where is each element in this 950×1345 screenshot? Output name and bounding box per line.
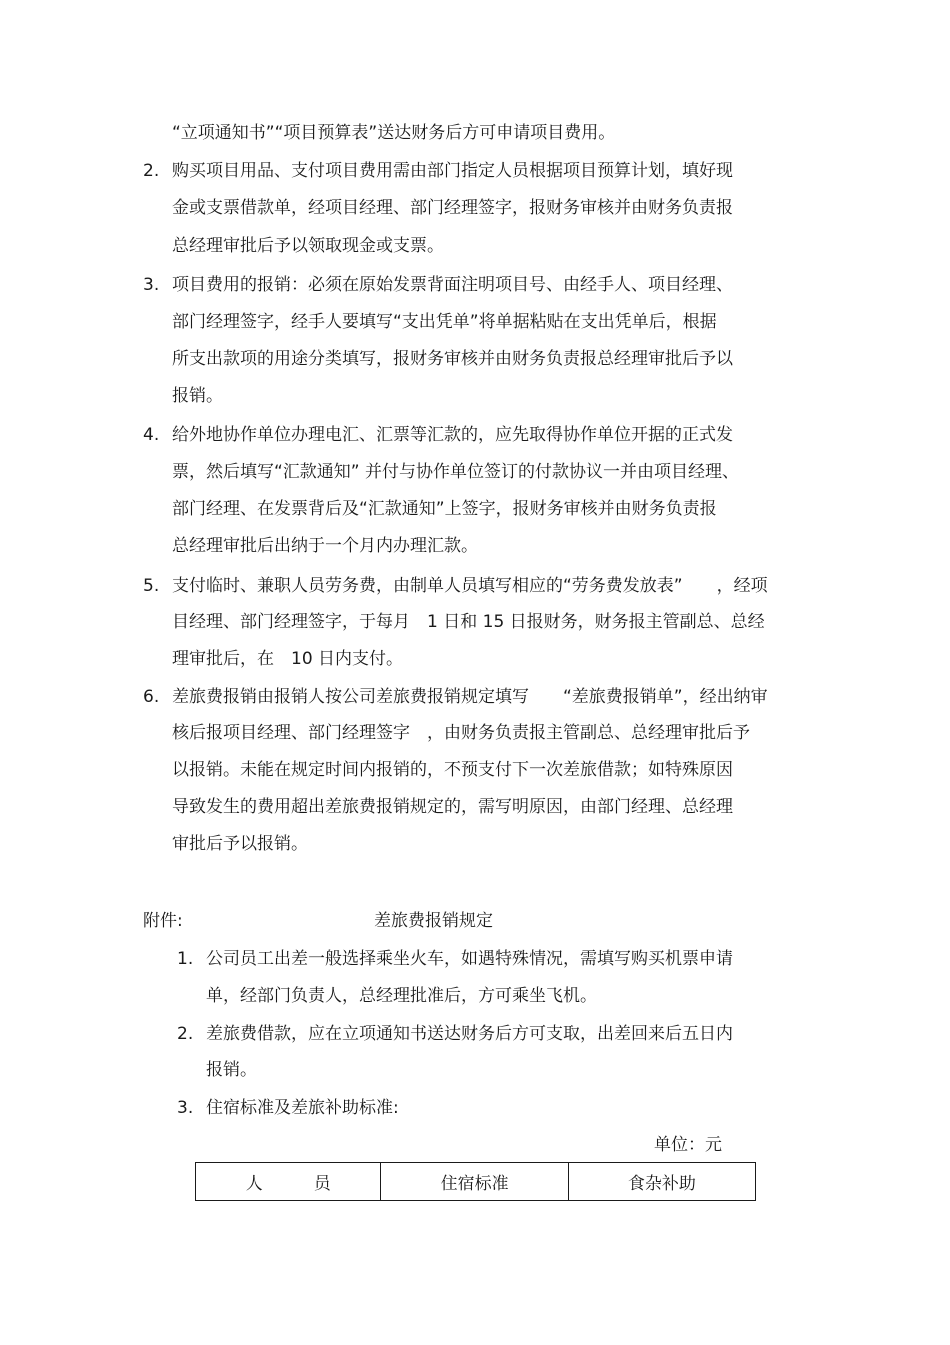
table-header-cell: 住宿标准 (381, 1163, 568, 1201)
paragraph-line: 住宿标准及差旅补助标准: (206, 1098, 399, 1118)
paragraph-line: 目经理、部门经理签字，于每月 1 日和 15 日报财务，财务报主管副总、总经 (172, 612, 765, 632)
paragraph-line: “立项通知书”“项目预算表”送达财务后方可申请项目费用。 (172, 123, 616, 143)
paragraph-line: 部门经理、在发票背后及“汇款通知”上签字，报财务审核并由财务负责报 (172, 499, 717, 519)
paragraph-line: 购买项目用品、支付项目费用需由部门指定人员根据项目预算计划，填好现 (172, 161, 733, 181)
paragraph-line: 支付临时、兼职人员劳务费，由制单人员填写相应的“劳务费发放表” ，经项 (172, 576, 768, 596)
paragraph-line: 审批后予以报销。 (172, 834, 308, 854)
paragraph-line: 总经理审批后予以领取现金或支票。 (172, 236, 444, 256)
item-number: 3. (177, 1098, 194, 1118)
standards-table (195, 1162, 756, 1201)
paragraph-line: 导致发生的费用超出差旅费报销规定的，需写明原因，由部门经理、总经理 (172, 797, 733, 817)
item-number: 1. (177, 949, 194, 969)
paragraph-line: 公司员工出差一般选择乘坐火车，如遇特殊情况，需填写购买机票申请 (206, 949, 733, 969)
item-number: 2. (177, 1024, 194, 1044)
table-header-row (196, 1163, 756, 1201)
paragraph-line: 票，然后填写“汇款通知” 并付与协作单位签订的付款协议一并由项目经理、 (172, 462, 740, 482)
paragraph-line: 部门经理签字，经手人要填写“支出凭单”将单据粘贴在支出凭单后，根据 (172, 312, 717, 332)
paragraph-line: 单，经部门负责人，总经理批准后，方可乘坐飞机。 (206, 986, 597, 1006)
paragraph-line: 以报销。未能在规定时间内报销的，不预支付下一次差旅借款；如特殊原因 (172, 760, 733, 780)
paragraph-line: 理审批后，在 10 日内支付。 (172, 649, 404, 669)
paragraph-line: 给外地协作单位办理电汇、汇票等汇款的，应先取得协作单位开据的正式发 (172, 425, 733, 445)
unit-label: 单位：元 (654, 1135, 722, 1155)
attachment-title: 差旅费报销规定 (374, 911, 493, 931)
paragraph-line: 报销。 (206, 1060, 257, 1080)
paragraph-line: 所支出款项的用途分类填写，报财务审核并由财务负责报总经理审批后予以 (172, 349, 733, 369)
item-number: 4. (143, 425, 160, 445)
paragraph-line: 项目费用的报销：必须在原始发票背面注明项目号、由经手人、项目经理、 (172, 275, 733, 295)
item-number: 5. (143, 576, 160, 596)
paragraph-line: 核后报项目经理、部门经理签字 ，由财务负责报主管副总、总经理审批后予 (172, 723, 750, 743)
table-header-cell: 人 员 (196, 1163, 381, 1201)
paragraph-line: 差旅费借款，应在立项通知书送达财务后方可支取，出差回来后五日内 (206, 1024, 733, 1044)
paragraph-line: 差旅费报销由报销人按公司差旅费报销规定填写 “差旅费报销单”，经出纳审 (172, 687, 768, 707)
item-number: 3. (143, 275, 160, 295)
item-number: 2. (143, 161, 160, 181)
item-number: 6. (143, 687, 160, 707)
table-header-cell: 食杂补助 (568, 1163, 755, 1201)
attachment-label: 附件: (143, 911, 183, 931)
paragraph-line: 金或支票借款单，经项目经理、部门经理签字，报财务审核并由财务负责报 (172, 198, 733, 218)
paragraph-line: 总经理审批后出纳于一个月内办理汇款。 (172, 536, 478, 556)
paragraph-line: 报销。 (172, 386, 223, 406)
